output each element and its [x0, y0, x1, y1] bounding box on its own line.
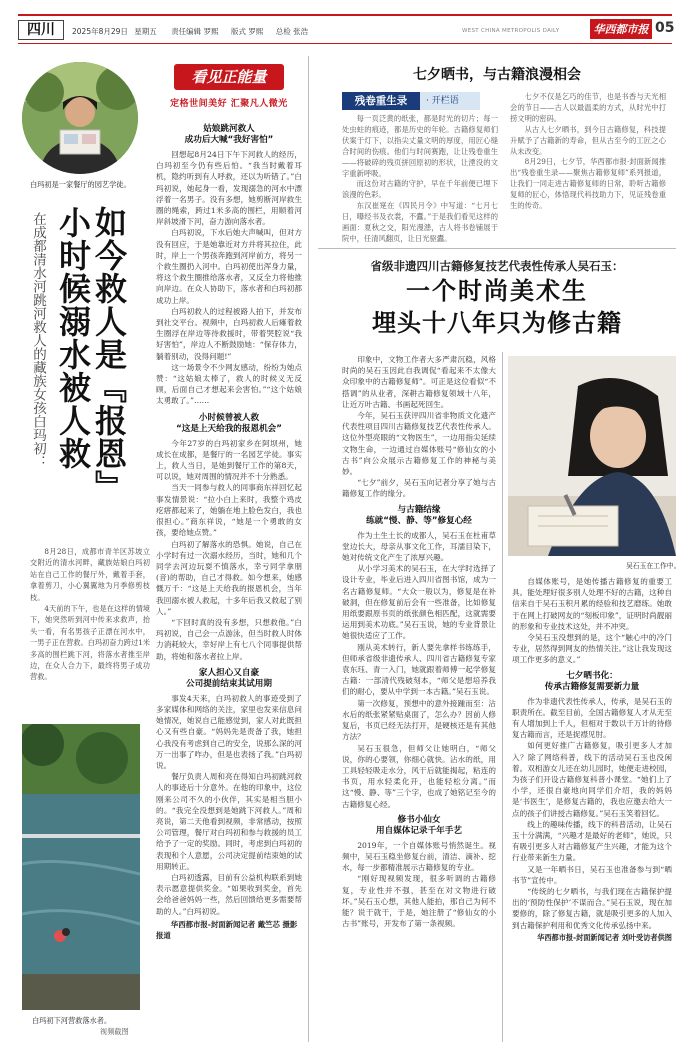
- rescue-caption: 白玛初下河营救落水者。: [32, 1016, 112, 1025]
- intro-col-right: [510, 92, 666, 212]
- left-section-3-body: [156, 693, 302, 917]
- col-a-s2-p1: 2019年，一个自媒体账号悄然诞生。视频中，吴石玉稳坐修复台前，清洁、滴补、挖水，每一步都精准展示古籍修复的专业。: [342, 840, 496, 873]
- rescue-illustration: [22, 724, 140, 1010]
- issue-weekday: 星期五: [134, 27, 157, 36]
- banner-box: [158, 62, 300, 114]
- proofreader-credit: 总检 张浩: [275, 27, 309, 36]
- left-section-1-body: [156, 149, 302, 407]
- col-a-intro: [342, 354, 496, 500]
- col-b-p1: 自媒体账号，是她传播古籍修复的重要工具。能处理好很多别人处理不好的古籍，这种自信来自于吴石玉积月累的经验和技艺磨练。她敢于在网上打破网友的“刻板印象”，证明时尚靓丽的形象和专业技术这处，并不冲突。: [512, 577, 672, 631]
- col-b-s1-p4: 又是一年晒书日，吴石玉也准备参与到“晒书节”宣传中。: [512, 864, 672, 885]
- left-section-2-heading: 小时候曾被人救 “这是上天给我的报恩机会”: [176, 412, 282, 434]
- rescue-credit: 视频截图: [100, 1027, 129, 1036]
- col-a-section-1: [342, 530, 496, 810]
- editor-credit: 责任编辑 罗熙: [171, 27, 219, 36]
- headline-line-2: 小时候溺水被人救: [54, 206, 92, 470]
- lead-para-2: 4天前的下午，也是在这样的情境下，她突然听到河中传来求救声，抬头一看，有名男孩子正漂在河水中，一男子正在营救。白玛初奋力跨过1米多高的围栏跳下河，将落水者推至岸边，在众人合力下，最终将男子成功营救。: [30, 604, 150, 682]
- col-b-heading-1: 七夕晒书化： 传承古籍修复需要新力量: [544, 670, 640, 692]
- header-bottom-rule: [18, 43, 672, 44]
- col-a-s2-p2: “刚好现视频发现，很多听调的古籍修复，专业性并不强，甚至在对文物进行破坏。”吴石玉心想，其他人能拍，那自己为何不能？说干就干，于是，她注册了“修仙女的小古书”账号，开发布了第一条视频。: [342, 874, 496, 929]
- col-a-p2: 今年，吴石玉获评四川省非物质文化遗产代表性项目四川古籍修复技艺代表性传承人。这位外型亮眼的“文物医生”，一边用指尖延续文物生命，一边通过自媒体账号“修仙女的小古书”向公众展示古籍修复工作的神秘与美妙。: [342, 411, 496, 477]
- left-s3-p1: 事发4天来，白玛初救人的事迹受到了多家媒体和网络的关注，家里也发来信息问她情况，她说自己能感觉到，家人对此既担心又有些自豪。“妈妈先是责备了我，她担心我没有考虑到自己的安全，说那么深的河万一出事了咋办，但是也表扬了我。”白玛初说。: [156, 693, 302, 770]
- col-b-s1-p2: 如何更好推广古籍修复，吸引更多人才加入？除了网络科普，线下的活动吴石玉也没闲着。双相游女儿还在幼儿园时，她便走进校园，为孩子们开设古籍修复科普小课堂。“她们上了小学，还很自豪地向同学们介绍，我的妈妈是‘书医生’，是修复古籍的，我也应邀去给大一点的孩子们讲授古籍修复。”吴石玉笑着回忆。: [512, 741, 672, 818]
- intro-p2: 而这份对古籍的守护，早在千年前便已埋下浪漫的色彩。: [342, 179, 498, 200]
- right-top-title: 七夕晒书，与古籍浪漫相会: [413, 67, 581, 83]
- col-a-heading-1: 与古籍结缘 练就“慢、静、等”修复心经: [366, 504, 472, 526]
- intro-divider: [318, 248, 676, 249]
- column-banner: [342, 92, 480, 110]
- rescue-photo: [22, 724, 140, 1010]
- right-col-divider: [502, 352, 503, 1042]
- intro-col-left: [342, 114, 498, 245]
- left-divider: [308, 56, 309, 1042]
- left-s2-p2: 当天一同参与救人的同事商东祥回忆起事发情景说：“拉小白上来时，我整个鸡皮疙瘩都起来了，她躺在地上脸色发白，我也很担心。”商东祥说，“她是一个勇敢的女孩，要给她点赞。”: [156, 483, 302, 538]
- col-b-intro: [512, 576, 672, 666]
- left-s3-p2: 餐厅负责人周和亮在得知白玛初跳河救人的事迹后十分意外。在他的印象中，这位刚来公司不久的小伙伴，其实是相当胆小的。“我完全没想到是她跳下河救人。”周和亮说，第二天他看到视频，非常感动，按照公司管理，餐厅对白玛初和参与救援的员工给予了一定的奖励。同时，考虑到白玛初的表现和个人意愿，公司决定提前结束她的试用期转正。: [156, 772, 302, 871]
- col-a-p3: “七夕”前夕，吴石玉向记者分享了她与古籍修复工作的缘分。: [342, 478, 496, 499]
- page-header: [0, 0, 690, 42]
- lead-para-1: 8月28日，成都市青羊区苏坡立交附近的清水河畔，藏族姑娘白玛初站在自己工作的餐厅外，戴着手套，拿着剪刀，小心翼翼地为月季修剪枝枝。: [30, 547, 150, 602]
- col-b-s1-p3: 线上的趣味传播，线下的科普活动，让吴石玉十分满满，“兴趣才是最好的老师”，她说，只有吸引更多人对古籍修复产生兴趣，才能为这个行业带来新生力量。: [512, 819, 672, 863]
- restorer-caption: 吴石玉在工作中。: [626, 562, 681, 570]
- intro-p5: 从古人七夕晒书，到今日古籍修复，科技提升赋予了古籍新的寿命，但从古至今的工匠之心从未改变。: [510, 124, 666, 156]
- right-headline-2: 埋头十八年只为修古籍: [372, 308, 622, 337]
- headline-subtitle: 在成都清水河跳河救人的藏族女孩白玛初：: [30, 212, 46, 469]
- right-col-a: [342, 354, 496, 929]
- brand-name: 华西都市报: [593, 23, 649, 36]
- lead-text: [30, 546, 150, 683]
- intro-p3: 东汉崔寔在《四民月令》中写道：“七月七日，曝经书及衣裳，不蠹。”于是我们看见这样的画面：夏秋之交，阳光漫漶，古人将书卷铺展于院中，任清风翻页，让日光驱蠹。: [342, 201, 498, 243]
- left-section-2-body: [156, 438, 302, 662]
- col-a-s1-p2: 从小学习美术的吴石玉，在大学时选择了设计专业，毕业后进入四川省图书馆，成为一名古籍修复师。“大众一般以为，修复是在补破洞，但在修复前后会有一些准备，比如修复用纸要跟原书页的纸张颜色相匹配，这就需要运用到美术功底。”吴石玉说，她的专业背景让她很快适应了工作。: [342, 564, 496, 641]
- page-number: 05: [655, 20, 675, 36]
- col-b-byline: 华西都市报-封面新闻记者 刘叶受访者供图: [537, 932, 672, 942]
- intro-p6: 8月29日，七夕节，华西都市报·封面新闻推出“残卷重生录——聚焦古籍修复师”系列报道，让我们一同走进古籍修复师的日常，聆听古籍修复师的匠心，体悟现代科技助力下，见证残卷重生的传奇。: [510, 157, 666, 211]
- col-b-section-1: [512, 696, 672, 931]
- portrait-illustration: [22, 62, 138, 174]
- headline-line-1: 如今救人是『报恩』: [90, 206, 128, 503]
- left-s1-p1: 回想起8月24日下午下河救人的经历，白玛初至今仍有些后怕。“我当时戴着耳机，隐约听到有人呼救，还以为听错了。”白玛初说，她起身一看，发现溺急的河水中漂浮着一名男子。没有多想，她剪断河岸救生圈的绳索，跨过1米多高的围栏，用顺着河岸斜坡滑下河，奋力游向落水者。: [156, 150, 302, 227]
- column-banner-name: 残卷重生录: [342, 92, 420, 110]
- left-s3-p3: 白玛初透露，目前有公益机构联系到她表示愿意提供奖金。“如果收到奖金，首先会给爸爸妈妈一些，然后回馈给更多需要帮助的人。”白玛初说。: [156, 872, 302, 916]
- col-b-s1-p5: “传统的七夕晒书，与我们现在古籍保护提出的‘预防性保护’不谋而合。”吴石玉说，现在加要修的，除了修复古籍，就是吸引更多的人加入到古籍保护利用和优秀文化传承弘扬中来。: [512, 887, 672, 930]
- left-article-body: [156, 124, 302, 941]
- right-col-b: [512, 576, 672, 943]
- column-banner-sub: · 开栏语: [426, 96, 459, 106]
- english-masthead: WEST CHINA METROPOLIS DAILY: [462, 28, 560, 34]
- issue-date: 2025年8月29日: [72, 27, 128, 36]
- col-a-heading-2: 修书小仙女 用自媒体记录千年手艺: [376, 814, 462, 836]
- col-a-s1-p1: 作为土生土长的成都人，吴石玉在杜甫草堂边长大，母亲从事文化工作，耳濡目染下，她对传统文化产生了浓厚兴趣。: [342, 530, 496, 563]
- col-b-s1-p1: 作为非遗代表性传承人，传承，是吴石玉的职责所在。截至目前，全国古籍修复人才从无至有人增加到上千人，但相对于数以千万计的待修复古籍而言，还是捉襟见肘。: [512, 696, 672, 740]
- right-kicker: 省级非遗四川古籍修复技艺代表性传承人吴石玉：: [370, 259, 624, 273]
- left-s1-p2: 白玛初说，下水后她大声喊叫，但对方没有回应，于是她靠近对方并将其拉住，此时，岸上一个男孩奔跑到河岸前方，将另一个救生圈扔入河中。白玛初使出浑身力量，将这个救生圈推给落水者，又反全力将他推向岸边。在众人协助下，落水者和白玛初都成功上岸。: [156, 228, 302, 305]
- col-a-s1-p4: 第一次修复，预想中的意外接踵而至：沾水后的纸张紧紧贴桌面了，怎么办？因前人修复后，书页已经无法打开，是硬核还是有其他方法？: [342, 698, 496, 742]
- section-box: [18, 20, 64, 40]
- banner-slogan: 定格世间美好 汇聚凡人微光: [170, 99, 288, 109]
- restorer-illustration: [508, 356, 676, 556]
- banner-title: 看见正能量: [174, 64, 284, 90]
- header-meta: [72, 26, 308, 37]
- left-s2-p4: “下回时真的没有多想，只想救他。”白玛初说，自己会一点游泳，但当时救人时体力消耗较大，幸好岸上有七八个同事提供帮助，将她和落水者拉上岸。: [156, 617, 302, 661]
- col-a-s1-p5: 吴石玉很急，但师父让她明白，“师父说，你的心要领，你细心就快。沾水的纸，用工具轻轻吸走水分，风干后就能揭起，粘连的书页，用水轻柔化开，也能轻松分离。”而这“慢、静、等”三个字，也成了她铭记至今的古籍修复心经。: [342, 743, 496, 809]
- intro-p1: 每一页泛黄的纸张，都是时光的切片；每一处虫蛀的痕迹，都是历史的年轮。古籍修复师们伏案于灯下，以指尖丈量文明的厚度，用匠心缝合时间的伤痕。他们与时间赛跑，让让残卷重生——将破碎的残页拼回原初的形状，让湮没的文字重新呼吸。: [342, 114, 498, 178]
- col-a-s1-p3: 刚从美术转行，新人要先拿样书练练手，但师承省级非遗传承人、四川省古籍修复专家袁东珏、青一入门，她就跟着师傅一起学修复古籍：一部清代残破刻本，“师父是想培养我们的耐心，要从中学到一本古籍。”吴石玉说。: [342, 642, 496, 697]
- col-a-p1: 印象中，文物工作者大多严肃沉稳，风格时尚的吴石玉因此自我调侃“看起来不太像大众印象中的古籍修复师”。可正是这位看似“不搭调”的从业者，深耕古籍修复领域十八年，让近万叶古籍、书画起死回生。: [342, 355, 496, 409]
- left-s1-p3: 白玛初救人的过程被路人拍下，并发布到社交平台。视频中，白玛初救人后瘫着救生圈浮在岸边等待救援时，带着哭腔说“我好害怕”，岸边人不断鼓励她：“保存体力，躺着别动，没得问题!”: [156, 306, 302, 361]
- portrait-caption: 白玛初是一家餐厅的园艺学徒。: [30, 180, 131, 189]
- left-s1-p4: 这一场景令不少网友感动，纷纷为她点赞：“这姑娘太棒了，救人的时候义无反顾，后面自己才想起来会害怕。”“这个姑娘太勇敢了。”……: [156, 362, 302, 406]
- restorer-photo: [508, 356, 676, 556]
- header-top-rule: [18, 14, 672, 16]
- col-a-section-2: [342, 840, 496, 930]
- designer-credit: 版式 罗熙: [230, 27, 264, 36]
- left-s2-p3: 白玛初了解落水的恐惧。她说，自己在小学时有过一次溺水经历，当时，她和几个同学去河边玩耍不慎落水，幸亏同学拿朋(音)的帮助，自己才得救。如今想来，她感慨万千：“这是上天给我的报恩机会，当年我回溺水被人救起，十多年后我又救起了别人。”: [156, 539, 302, 616]
- brand-logo: [590, 19, 652, 39]
- col-b-p2: 令吴石玉没想到的是，这个“触心中的冷门专业，居然得到网友的热情关注。”这让我发现这项工作更多的意义。”: [512, 633, 672, 665]
- intro-p4: 七夕不仅是乞巧的佳节，也是书香与天光相会的节日——古人以最温柔的方式，从时光中打捞文明的密码。: [510, 92, 666, 123]
- portrait-photo: [22, 62, 138, 174]
- left-section-3-heading: 家人担心又自豪 公司提前结束其试用期: [186, 667, 272, 689]
- left-section-1-heading: 姑娘跳河救人 成功后大喊“我好害怕”: [184, 124, 274, 145]
- section-name: 四川: [27, 22, 55, 38]
- left-byline: 华西都市报-封面新闻记者 戴竺芯 摄影报道: [156, 919, 298, 940]
- left-s2-p1: 今年27岁的白玛初家乡在阿坝州，她成长在成都，是餐厅的一名园艺学徒。事实上，救人当日，是她到餐厅工作的第8天，可以说，她对周围的情况并不十分熟悉。: [156, 438, 302, 482]
- right-headline-1: 一个时尚美术生: [406, 276, 588, 305]
